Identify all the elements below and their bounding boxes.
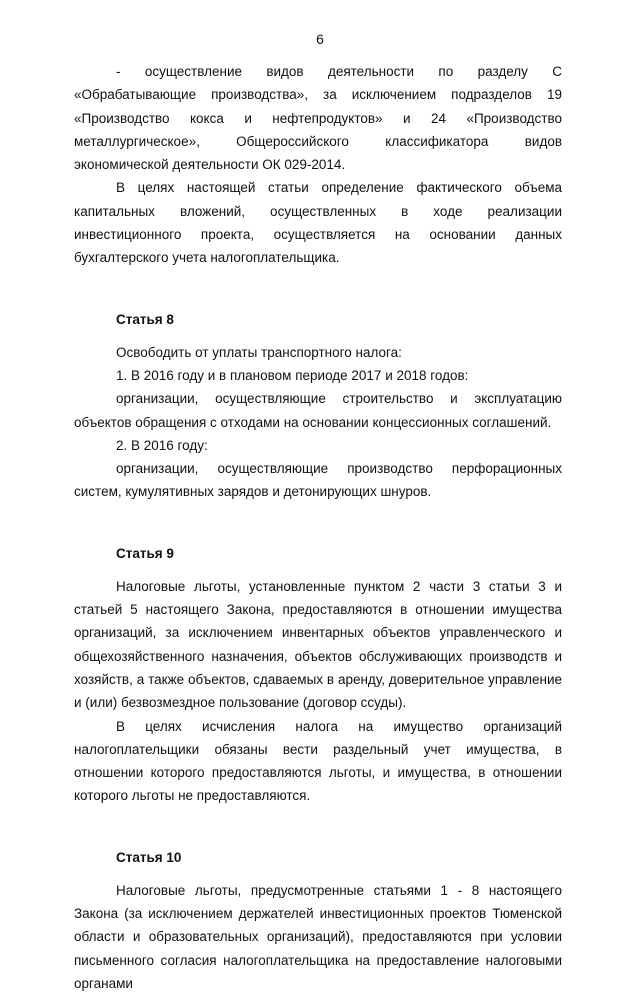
page-number: 6: [316, 31, 324, 47]
document-body: [74, 60, 562, 995]
article-8-paragraph-3: организации, осуществляющие строительство и эксплуатацию объектов обращения с отходами на основании концессионных соглашений.: [74, 391, 562, 430]
article-8-paragraph-5: организации, осуществляющие производство перфорационных систем, кумулятивных зарядов и детонирующих шнуров.: [74, 461, 562, 500]
article-10-title: Статья 10: [116, 849, 182, 865]
article-10-paragraph-1: Налоговые льготы, предусмотренные статьями 1 - 8 настоящего Закона (за исключением держателей инвестиционных проектов Тюменской области и образовательных организаций), предоставляются при условии письменного согласия налогоплательщика на предоставление налоговыми органами: [74, 882, 562, 991]
article-9-paragraph-2: В целях исчисления налога на имущество организаций налогоплательщики обязаны вести раздельный учет имущества, в отношении которого предоставляются льготы, и имущества, в отношении которого льготы не предоставляются.: [74, 718, 562, 804]
article-8-title: Статья 8: [116, 311, 174, 327]
article-8-paragraph-4: 2. В 2016 году:: [116, 437, 208, 453]
article-9-paragraph-1: Налоговые льготы, установленные пунктом 2 части 3 статьи 3 и статьей 5 настоящего Закона, предоставляются в отношении имущества организаций, за исключением инвентарных объектов управленческого и общехозяйственного назначения, объектов обслуживающих производств и хозяйств, а также объектов, сдаваемых в аренду, доверительное управление и (или) безвозмездное пользование (договор ссуды).: [74, 578, 562, 711]
intro-paragraph-1: - осуществление видов деятельности по разделу С «Обрабатывающие производства», за исключением подразделов 19 «Производство кокса и нефтепродуктов» и 24 «Производство металлургическое», Общероссийского классификатора видов экономической деятельности ОК 029-2014.: [74, 64, 562, 173]
article-8-paragraph-2: 1. В 2016 году и в плановом периоде 2017 и 2018 годов:: [116, 367, 469, 383]
article-8-paragraph-1: Освободить от уплаты транспортного налога:: [116, 344, 402, 360]
article-9-title: Статья 9: [116, 545, 174, 561]
intro-paragraph-2: В целях настоящей статьи определение фактического объема капитальных вложений, осуществленных в ходе реализации инвестиционного проекта, осуществляется на основании данных бухгалтерского учета налогоплательщика.: [74, 180, 562, 266]
